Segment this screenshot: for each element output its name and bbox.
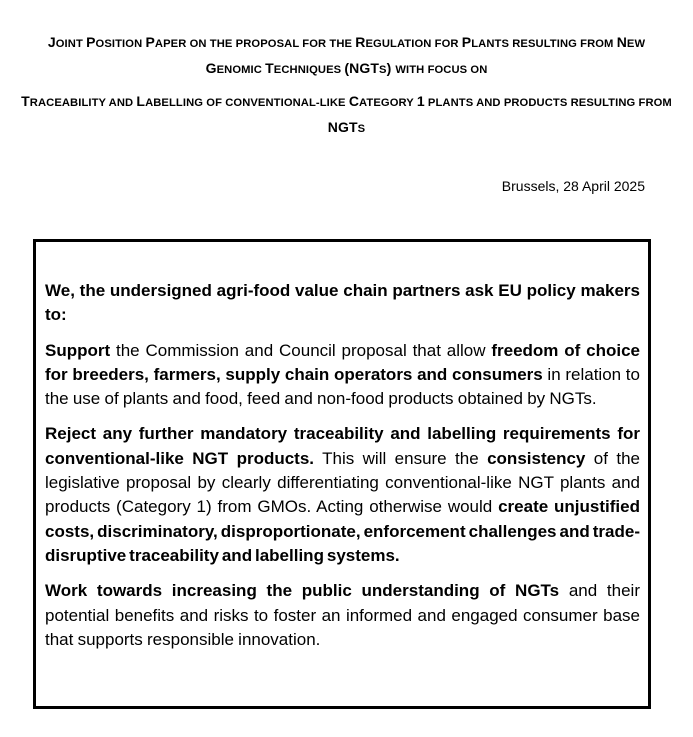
body-text: and their potential benefits and risks to foster an informed and engaged consumer base that supports responsible innovation.	[45, 581, 640, 649]
title-text: C	[348, 93, 360, 109]
support-paragraph	[45, 339, 640, 412]
title-text: L	[136, 93, 146, 109]
title-text: R	[355, 34, 366, 50]
reject-paragraph	[45, 422, 640, 568]
title-text: )	[386, 60, 396, 76]
title-text: EW	[626, 38, 646, 50]
title-text: N	[616, 34, 627, 50]
title-text: J	[47, 34, 56, 50]
title-text: G	[205, 60, 217, 76]
title-text: APER ON THE PROPOSAL FOR THE	[154, 38, 356, 50]
title-text: T	[265, 60, 274, 76]
bold-text: Reject any further mandatory traceability and labelling requirements for conventional-like NGT products.	[45, 424, 640, 468]
bold-text: Work towards increasing the public understanding of NGTs	[45, 581, 560, 601]
bold-text: consistency	[487, 448, 586, 468]
title-text: ECHNIQUES	[273, 64, 345, 76]
title-text: T	[21, 93, 30, 109]
title-text: LANTS RESULTING FROM	[471, 38, 617, 50]
body-text: the Commission and Council proposal that allow	[110, 340, 492, 360]
title-text: 1	[416, 93, 425, 109]
document-title-line-1	[20, 30, 673, 82]
body-text: This will ensure the	[314, 448, 488, 468]
title-text: RACEABILITY AND	[29, 97, 137, 109]
title-text: WITH FOCUS ON	[395, 64, 488, 76]
title-text: ABELLING OF CONVENTIONAL-LIKE	[145, 97, 349, 109]
position-statement-box	[33, 239, 651, 709]
title-text: NGT	[327, 119, 358, 135]
intro-text: We, the undersigned agri-food value chain partners ask EU policy makers to:	[45, 281, 640, 325]
title-text: P	[461, 34, 472, 50]
title-text: PLANTS AND PRODUCTS RESULTING FROM	[424, 97, 672, 109]
title-text: ENOMIC	[216, 64, 266, 76]
title-text: P	[86, 34, 96, 50]
title-text: OSITION	[95, 38, 146, 50]
body-text: of the legislative proposal by clearly differentiating conventional-like NGT plants and products (Category 1) from GMOs. Acting otherwise would	[45, 448, 640, 517]
title-text: OINT	[55, 38, 87, 50]
title-text: S	[379, 64, 387, 76]
title-text: ATEGORY	[359, 97, 417, 109]
title-text: S	[357, 123, 366, 135]
intro-paragraph	[45, 279, 640, 328]
bold-text: Support	[45, 340, 111, 360]
title-text: EGULATION FOR	[365, 38, 462, 50]
body-text: in relation to the use of plants and food, feed and non-food products obtained by NGTs.	[45, 364, 640, 409]
document-title-line-2	[20, 89, 673, 141]
title-text: (NGT	[344, 60, 380, 76]
bold-text: create unjustified costs, discriminatory, disproportionate, enforcement challenges and trade-disruptive traceability and labelling systems.	[45, 497, 640, 565]
document-date: Brussels, 28 April 2025	[501, 178, 645, 194]
work-towards-paragraph	[45, 579, 640, 652]
title-text: P	[145, 34, 155, 50]
bold-text: freedom of choice for breeders, farmers, supply chain operators and consumers	[45, 340, 640, 384]
